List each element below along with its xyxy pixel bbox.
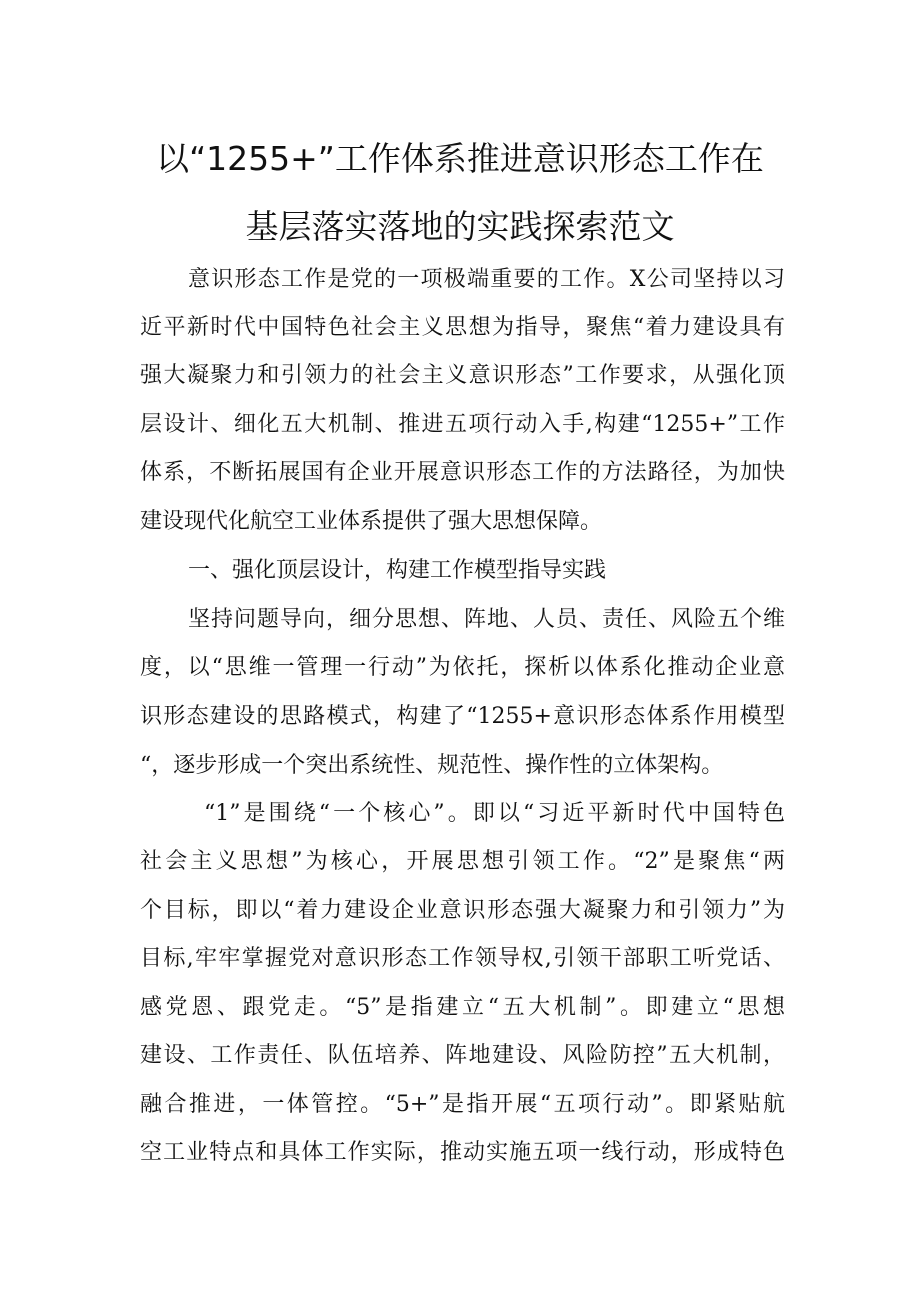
paragraph-line: 社会主义思想”为核心，开展思想引领工作。“2”是聚焦“两	[140, 849, 785, 874]
paragraph-line: 意识形态工作是党的一项极端重要的工作。X公司坚持以习	[188, 267, 785, 292]
paragraph-line: 度，以“思维一管理一行动”为依托，探析以体系化推动企业意	[140, 655, 785, 680]
paragraph-line: “1”是围绕“一个核心”。即以“习近平新时代中国特色	[204, 801, 785, 826]
paragraph-line: 个目标，即以“着力建设企业意识形态强大凝聚力和引领力”为	[140, 898, 785, 923]
paragraph-line: 建设、工作责任、队伍培养、阵地建设、风险防控”五大机制，	[140, 1043, 785, 1068]
paragraph-line: 目标,牢牢掌握党对意识形态工作领导权,引领干部职工听党话、	[140, 946, 785, 971]
paragraph-line: 强大凝聚力和引领力的社会主义意识形态”工作要求，从强化顶	[140, 363, 785, 388]
paragraph-line: 空工业特点和具体工作实际，推动实施五项一线行动，形成特色	[140, 1140, 785, 1165]
document-title-line-1: 以“1255+”工作体系推进意识形态工作在	[156, 139, 764, 178]
paragraph-line: 坚持问题导向，细分思想、阵地、人员、责任、风险五个维	[188, 607, 785, 632]
paragraph-line: “，逐步形成一个突出系统性、规范性、操作性的立体架构。	[140, 753, 724, 778]
section-heading: 一、强化顶层设计，构建工作模型指导实践	[188, 558, 607, 583]
document-title-line-2: 基层落实落地的实践探索范文	[245, 207, 675, 246]
paragraph-line: 识形态建设的思路模式，构建了“1255+意识形态体系作用模型	[140, 704, 785, 729]
paragraph-line: 近平新时代中国特色社会主义思想为指导，聚焦“着力建设具有	[140, 315, 785, 340]
paragraph-line: 建设现代化航空工业体系提供了强大思想保障。	[140, 509, 603, 534]
paragraph-line: 感党恩、跟党走。“5”是指建立“五大机制”。即建立“思想	[140, 995, 785, 1020]
paragraph-line: 层设计、细化五大机制、推进五项行动入手,构建“1255+”工作	[140, 412, 785, 437]
paragraph-line: 融合推进，一体管控。“5+”是指开展“五项行动”。即紧贴航	[140, 1092, 785, 1117]
paragraph-line: 体系，不断拓展国有企业开展意识形态工作的方法路径，为加快	[140, 460, 785, 485]
